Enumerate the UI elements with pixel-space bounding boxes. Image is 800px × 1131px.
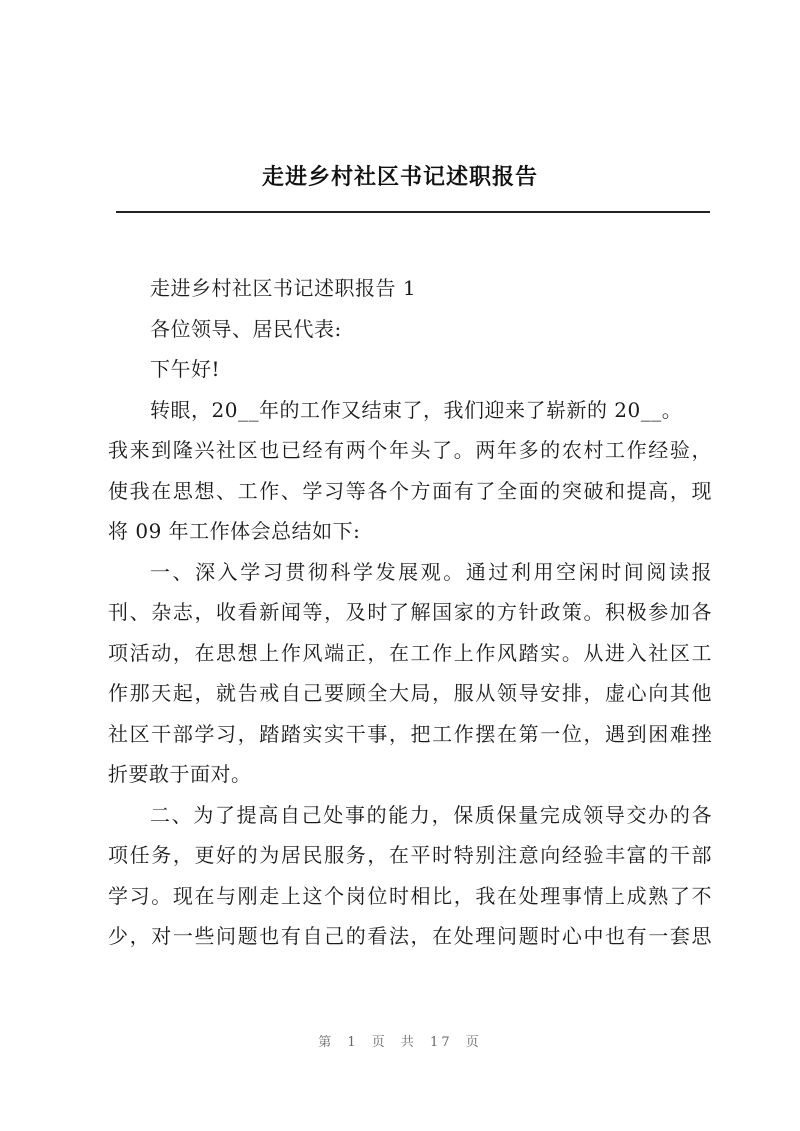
body-line: 学习。现在与刚走上这个岗位时相比，我在处理事情上成熟了不 (108, 883, 712, 908)
body-line: 使我在思想、工作、学习等各个方面有了全面的突破和提高，现 (108, 478, 712, 503)
body-line: 各位领导、居民代表: (150, 316, 342, 341)
body-line: 下午好! (150, 357, 221, 381)
body-line: 少，对一些问题也有自己的看法，在处理问题时心中也有一套思 (108, 924, 712, 948)
body-line: 项活动，在思想上作风端正，在工作上作风踏实。从进入社区工 (108, 640, 712, 665)
page-number-footer: 第 1 页 共 17 页 (318, 1035, 482, 1050)
body-line: 我来到隆兴社区也已经有两个年头了。两年多的农村工作经验， (108, 438, 712, 462)
body-line: 项任务，更好的为居民服务，在平时特别注意向经验丰富的干部 (108, 843, 712, 867)
body-line: 折要敢于面对。 (108, 762, 252, 786)
body-line: 作那天起，就告戒自己要顾全大局，服从领导安排，虚心向其他 (108, 681, 712, 705)
body-line: 转眼，20__年的工作又结束了，我们迎来了崭新的 20__。 (150, 397, 683, 422)
body-line: 一、深入学习贯彻科学发展观。通过利用空闲时间阅读报 (150, 559, 712, 584)
body-line: 二、为了提高自己处事的能力，保质保量完成领导交办的各 (150, 802, 712, 827)
body-line: 将 09 年工作体会总结如下: (108, 519, 361, 543)
body-line: 社区干部学习，踏踏实实干事，把工作摆在第一位，遇到困难挫 (108, 721, 712, 746)
body-line: 刊、杂志，收看新闻等，及时了解国家的方针政策。积极参加各 (108, 600, 712, 624)
body-line: 走进乡村社区书记述职报告 1 (150, 276, 417, 300)
document-title: 走进乡村社区书记述职报告 (261, 165, 538, 190)
title-divider (116, 211, 710, 213)
document-body (108, 268, 712, 957)
